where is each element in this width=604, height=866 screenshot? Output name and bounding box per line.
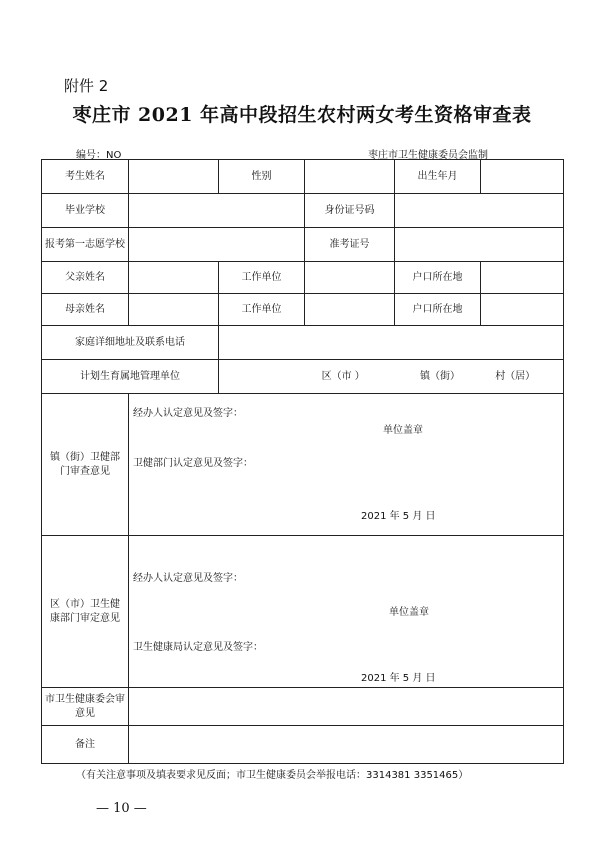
table-row — [42, 326, 564, 360]
table-row — [42, 294, 564, 326]
mgmt-label: 计划生育属地管理单位 — [42, 360, 219, 394]
address-label: 家庭详细地址及联系电话 — [42, 326, 219, 360]
table-row — [42, 194, 564, 228]
exam-no-field[interactable] — [395, 228, 564, 262]
id-field[interactable] — [395, 194, 564, 228]
mother-work-field[interactable] — [305, 294, 395, 326]
id-label: 身份证号码 — [305, 194, 395, 228]
father-hukou-field[interactable] — [481, 262, 564, 294]
father-label: 父亲姓名 — [42, 262, 129, 294]
gender-field[interactable] — [305, 160, 395, 194]
remarks-label: 备注 — [42, 726, 129, 764]
form-number-label: 编号：NO — [76, 150, 122, 161]
table-row — [42, 536, 564, 688]
city-review-field[interactable] — [129, 688, 564, 726]
birth-field[interactable] — [481, 160, 564, 194]
form-title: 枣庄市 2021 年高中段招生农村两女考生资格审查表 — [72, 104, 532, 126]
mother-hukou-field[interactable] — [481, 294, 564, 326]
town-date-line: 2021 年 5 月 日 — [361, 511, 436, 522]
footer-note: （有关注意事项及填表要求见反面；市卫生健康委员会举报电话：3314381 3351465） — [76, 770, 469, 781]
town-dept-opinion: 卫健部门认定意见及签字： — [133, 458, 253, 469]
mgmt-district: 区（市 ） — [321, 370, 365, 382]
mgmt-town: 镇（街） — [420, 370, 460, 382]
district-review-label: 区（市）卫生健康部门审定意见 — [42, 536, 129, 688]
father-work-field[interactable] — [305, 262, 395, 294]
town-unit-seal: 单位盖章 — [383, 425, 423, 436]
qualification-review-table — [41, 159, 564, 764]
mother-label: 母亲姓名 — [42, 294, 129, 326]
table-row — [42, 360, 564, 394]
birth-label: 出生年月 — [395, 160, 481, 194]
table-row — [42, 394, 564, 536]
town-handler-opinion: 经办人认定意见及签字： — [133, 408, 243, 419]
mother-hukou-label: 户口所在地 — [395, 294, 481, 326]
mother-work-label: 工作单位 — [219, 294, 305, 326]
name-label: 考生姓名 — [42, 160, 129, 194]
mgmt-village: 村（居） — [495, 370, 536, 382]
table-row — [42, 228, 564, 262]
table-row — [42, 160, 564, 194]
father-work-label: 工作单位 — [219, 262, 305, 294]
district-unit-seal: 单位盖章 — [389, 607, 429, 618]
table-row — [42, 688, 564, 726]
table-row — [42, 726, 564, 764]
name-field[interactable] — [129, 160, 219, 194]
address-field[interactable] — [219, 326, 564, 360]
gender-label: 性别 — [219, 160, 305, 194]
district-handler-opinion: 经办人认定意见及签字： — [133, 573, 243, 584]
table-row — [42, 262, 564, 294]
mother-field[interactable] — [129, 294, 219, 326]
city-review-label: 市卫生健康委会审意见 — [42, 688, 129, 726]
page-number: — 10 — — [96, 801, 147, 816]
choice-label: 报考第一志愿学校 — [42, 228, 129, 262]
remarks-field[interactable] — [129, 726, 564, 764]
exam-no-label: 准考证号 — [305, 228, 395, 262]
school-field[interactable] — [129, 194, 305, 228]
town-review-field[interactable] — [129, 394, 564, 536]
choice-field[interactable] — [129, 228, 305, 262]
issuer-label: 枣庄市卫生健康委员会监制 — [368, 150, 488, 161]
father-field[interactable] — [129, 262, 219, 294]
school-label: 毕业学校 — [42, 194, 129, 228]
district-date-line: 2021 年 5 月 日 — [361, 673, 436, 684]
town-review-label: 镇（街）卫健部门审查意见 — [42, 394, 129, 536]
district-dept-opinion: 卫生健康局认定意见及签字： — [133, 642, 263, 653]
mgmt-field[interactable] — [219, 360, 564, 394]
attachment-label: 附件 2 — [64, 77, 109, 95]
father-hukou-label: 户口所在地 — [395, 262, 481, 294]
district-review-field[interactable] — [129, 536, 564, 688]
